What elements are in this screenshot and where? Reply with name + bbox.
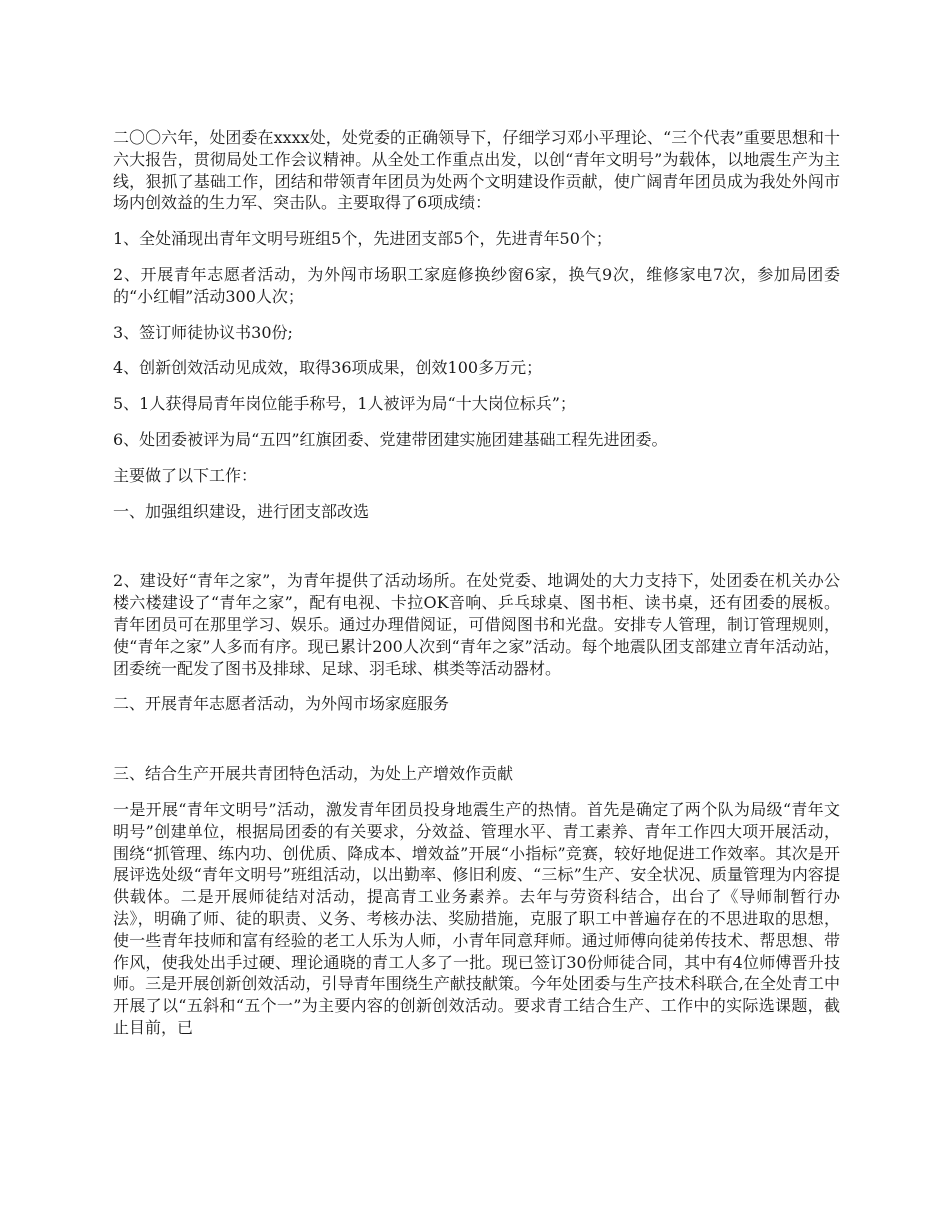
section3-body-paragraph: 一是开展“青年文明号”活动，激发青年团员投身地震生产的热情。首先是确定了两个队为局级“青年文明号”创建单位，根据局团委的有关要求，分效益、管理水平、青工素养、青年工作四大项开展活动，围绕“抓管理、练内功、创优质、降成本、增效益”开展“小指标”竞赛，较好地促进工作效率。其次是开展评选处级“青年文明号”班组活动，以出勤率、修旧利废、“三标”生产、安全状况、质量管理为内容提供载体。二是开展师徒结对活动，提高青工业务素养。去年与劳资科结合，出台了《导师制暂行办法》，明确了师、徒的职责、义务、考核办法、奖励措施，克服了职工中普遍存在的不思进取的思想，使一些青年技师和富有经验的老工人乐为人师，小青年同意拜师。通过师傅向徒弟传技术、帮思想、带作风，使我处出手过硬、理论通晓的青工人多了一批。现已签订30份师徒合同，其中有4位师傅晋升技师。三是开展创新创效活动，引导青年围绕生产献技献策。今年处团委与生产技术科联合,在全处青工中开展了以“五斜和“五个一”为主要内容的创新创效活动。要求青工结合生产、工作中的实际选课题，截止目前，已 [113,799,840,1037]
achievement-item-3: 3、签订师徒协议书30份; [113,322,293,342]
section2-heading: 二、开展青年志愿者活动，为外闯市场家庭服务 [113,694,450,714]
achievement-item-2: 2、开展青年志愿者活动，为外闯市场职工家庭修换纱窗6家，换气9次，维修家电7次，参加局团委的“小红帽”活动300人次； [113,264,840,306]
achievement-item-6: 6、处团委被评为局“五四”红旗团委、党建带团建实施团建基础工程先进团委。 [113,429,668,449]
achievement-item-5: 5、1人获得局青年岗位能手称号，1人被评为局“十大岗位标兵”； [113,394,576,414]
achievement-item-4: 4、创新创效活动见成效，取得36项成果，创效100多万元； [113,358,543,378]
section3-heading: 三、结合生产开展共青团特色活动，为处上产增效作贡献 [113,764,514,784]
work-intro: 主要做了以下工作： [113,465,258,485]
intro-paragraph: 二〇〇六年，处团委在xxxx处，处党委的正确领导下，仔细学习邓小平理论、“三个代表”重要思想和十六大报告，贯彻局处工作会议精神。从全处工作重点出发，以创“青年文明号”为载体，以地震生产为主线，狠抓了基础工作，团结和带领青年团员为处两个文明建设作贡献，使广阔青年团员成为我处外闯市场内创效益的生力军、突击队。主要取得了6项成绩： [113,128,840,213]
section1-item2-paragraph: 2、建设好“青年之家”，为青年提供了活动场所。在处党委、地调处的大力支持下，处团委在机关办公楼六楼建设了“青年之家”，配有电视、卡拉OK音响、乒乓球桌、图书柜、读书桌，还有团委的展板。青年团员可在那里学习、娱乐。通过办理借阅证，可借阅图书和光盘。安排专人管理，制订管理规则，使“青年之家”人多而有序。现已累计200人次到“青年之家”活动。每个地震队团支部建立青年活动站，团委统一配发了图书及排球、足球、羽毛球、棋类等活动器材。 [113,571,840,678]
achievement-item-1: 1、全处涌现出青年文明号班组5个，先进团支部5个，先进青年50个； [113,229,612,249]
section1-heading: 一、加强组织建设，进行团支部改选 [113,501,370,521]
document-page [113,127,840,1039]
